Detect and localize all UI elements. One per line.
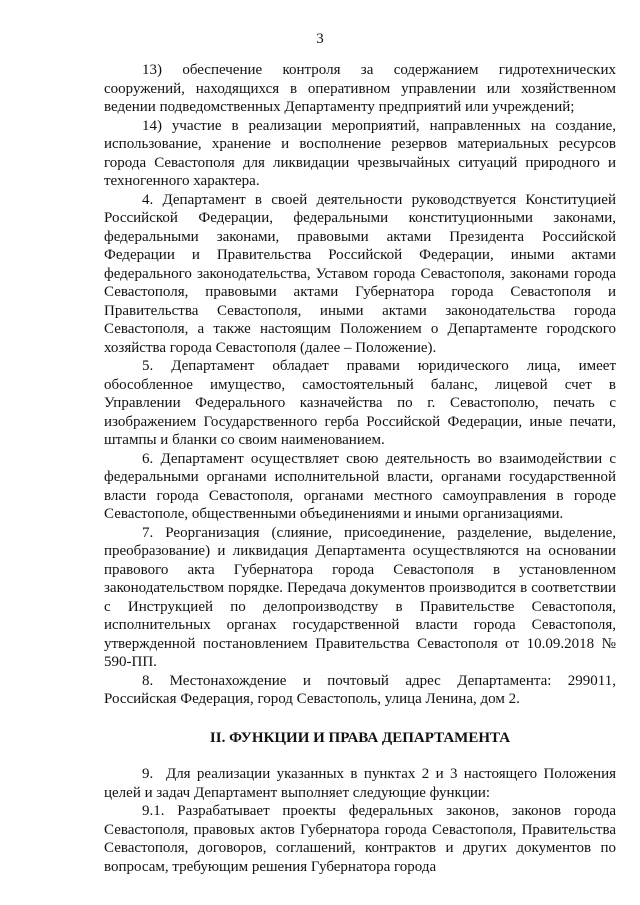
paragraph-clause-9-1: 9.1. Разрабатывает проекты федеральных законов, законов города Севастополя, правовых актов Губернатора города Севастополя, Правительства Севастополя, договоров, соглашений, контрактов и других документов по вопросам, требующим решения Губернатора города bbox=[104, 803, 616, 875]
paragraph-clause-8: 8. Местонахождение и почтовый адрес Департамента: 299011, Российская Федерация, город Севастополь, улица Ленина, дом 2. bbox=[104, 672, 616, 707]
paragraph-clause-4: 4. Департамент в своей деятельности руководствуется Конституцией Российской Федерации, федеральными конституционными законами, федеральными законами, правовыми актами Президента Российской Федерации и Правительства Российской Федерации, иными актами федерального законодательства, Уставом города Севастополя, законами города Севастополя, правовыми актами Губернатора города Севастополя и Правительства Севастополя, иными актами законодательства города Севастополя, а также настоящим Положением о Департаменте городского хозяйства города Севастополя (далее – Положение). bbox=[104, 191, 616, 356]
section-title: II. ФУНКЦИИ И ПРАВА ДЕПАРТАМЕНТА bbox=[209, 729, 511, 746]
paragraph-item-14: 14) участие в реализации мероприятий, направленных на создание, использование, хранение и восполнение резервов материальных ресурсов города Севастополя для ликвидации чрезвычайных ситуаций природного и техногенного характера. bbox=[104, 117, 616, 189]
paragraph-clause-9: 9. Для реализации указанных в пунктах 2 и 3 настоящего Положения целей и задач Департамент выполняет следующие функции: bbox=[104, 766, 616, 801]
paragraph-clause-6: 6. Департамент осуществляет свою деятельность во взаимодействии с федеральными органами исполнительной власти, органами государственной власти города Севастополя, органами местного самоуправления в городе Севастополе, общественными объединениями и иными организациями. bbox=[104, 450, 616, 522]
paragraph-clause-5: 5. Департамент обладает правами юридического лица, имеет обособленное имущество, самостоятельный баланс, лицевой счет в Управлении Федерального казначейства по г. Севастополю, печать с изображением Государственного герба Российской Федерации, иные печати, штампы и бланки со своим наименованием. bbox=[104, 358, 616, 448]
paragraph-clause-7: 7. Реорганизация (слияние, присоединение, разделение, выделение, преобразование) и ликвидация Департамента осуществляются на основании правового акта Губернатора города Севастополя в установленном законодательством порядке. Передача документов производится в соответствии с Инструкцией по делопроизводству в Правительстве Севастополя, исполнительных органах государственной власти города Севастополя, утвержденной постановлением Правительства Севастополя от 10.09.2018 № 590-ПП. bbox=[104, 524, 616, 670]
paragraph-item-13: 13) обеспечение контроля за содержанием гидротехнических сооружений, находящихся в оперативном управлении или хозяйственном ведении подведомственных Департаменту предприятий или учреждений; bbox=[104, 62, 616, 115]
page-number: 3 bbox=[316, 31, 324, 47]
document-body bbox=[104, 61, 616, 876]
